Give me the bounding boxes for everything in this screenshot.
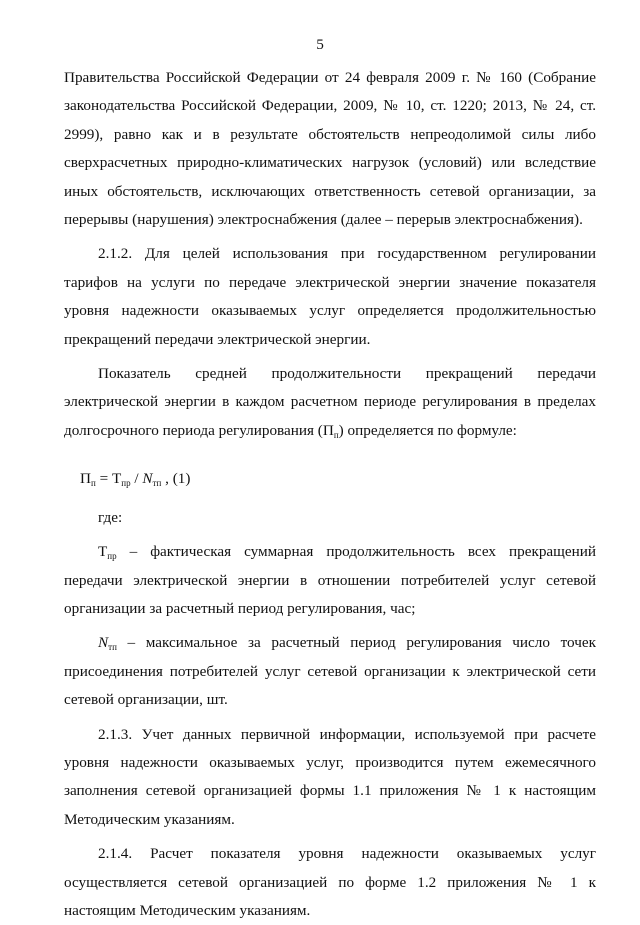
definition-text: – фактическая суммарная продолжительность всех прекращений передачи электрической энергии в отношении потребителей услуг сетевой организации за расчетный период регулирования, час;: [64, 543, 596, 617]
formula-t: Т: [111, 470, 122, 488]
definition-t-pr: [64, 538, 596, 623]
indicator-symbol-subscript: п: [333, 429, 339, 440]
indicator-symbol: П: [322, 421, 334, 439]
paragraph-text-end: ) определяется по формуле:: [338, 421, 517, 439]
page-content: [64, 64, 596, 925]
paragraph-2-1-4: 2.1.4. Расчет показателя уровня надежности оказываемых услуг осуществляется сетевой организацией по форме 1.2 приложения № 1 к настоящим Методическим указаниям.: [64, 845, 596, 919]
paragraph-2-1-2: 2.1.2. Для целей использования при государственном регулировании тарифов на услуги по передаче электрической энергии значение показателя уровня надежности оказываемых услуг определяется продолжительностью прекращений передачи электрической энергии.: [64, 245, 596, 348]
definition-symbol-subscript: тп: [108, 642, 117, 653]
formula-divide: /: [130, 470, 143, 488]
formula-1: [64, 465, 596, 493]
paragraph-continuation: Правительства Российской Федерации от 24 февраля 2009 г. № 160 (Собрание законодательства Российской Федерации, 2009, № 10, ст. 1220; 2013, № 24, ст. 2999), равно как и в результате обстоятельств непреодолимой силы либо сверхрасчетных природно-климатических нагрузок (условий) или вследствие иных обстоятельств, исключающих ответственность сетевой организации, за перерывы (нарушения) электроснабжения (далее – перерыв электроснабжения).: [64, 69, 596, 229]
paragraph-2-1-3: 2.1.3. Учет данных первичной информации, используемой при расчете уровня надежности оказываемых услуг, производится путем ежемесячного заполнения сетевой организацией формы 1.1 приложения № 1 к настоящим Методическим указаниям.: [64, 725, 596, 828]
formula-n: N: [142, 470, 153, 488]
formula-lhs-subscript: п: [90, 478, 96, 489]
definition-symbol: N: [98, 634, 109, 652]
formula-n-subscript: тп: [152, 478, 162, 489]
definition-n-tp: [64, 629, 596, 714]
definition-text: – максимальное за расчетный период регулирования число точек присоединения потребителей услуг сетевой организации к электрической сети сетевой организации, шт.: [64, 634, 596, 709]
where-label: где:: [98, 508, 123, 526]
formula-equals: =: [95, 470, 112, 488]
definition-symbol-subscript: пр: [107, 551, 117, 562]
paragraph-text: Показатель средней продолжительности прекращений передачи электрической энергии в каждом расчетном периоде регулирования в пределах долгосрочного периода регулирования (: [64, 365, 596, 439]
formula-t-subscript: пр: [121, 478, 131, 489]
definition-symbol: Т: [98, 543, 108, 561]
paragraph-indicator-definition: [64, 360, 596, 445]
formula-number: , (1): [161, 470, 191, 488]
formula-lhs: П: [80, 470, 91, 488]
page-number: 5: [316, 36, 324, 53]
